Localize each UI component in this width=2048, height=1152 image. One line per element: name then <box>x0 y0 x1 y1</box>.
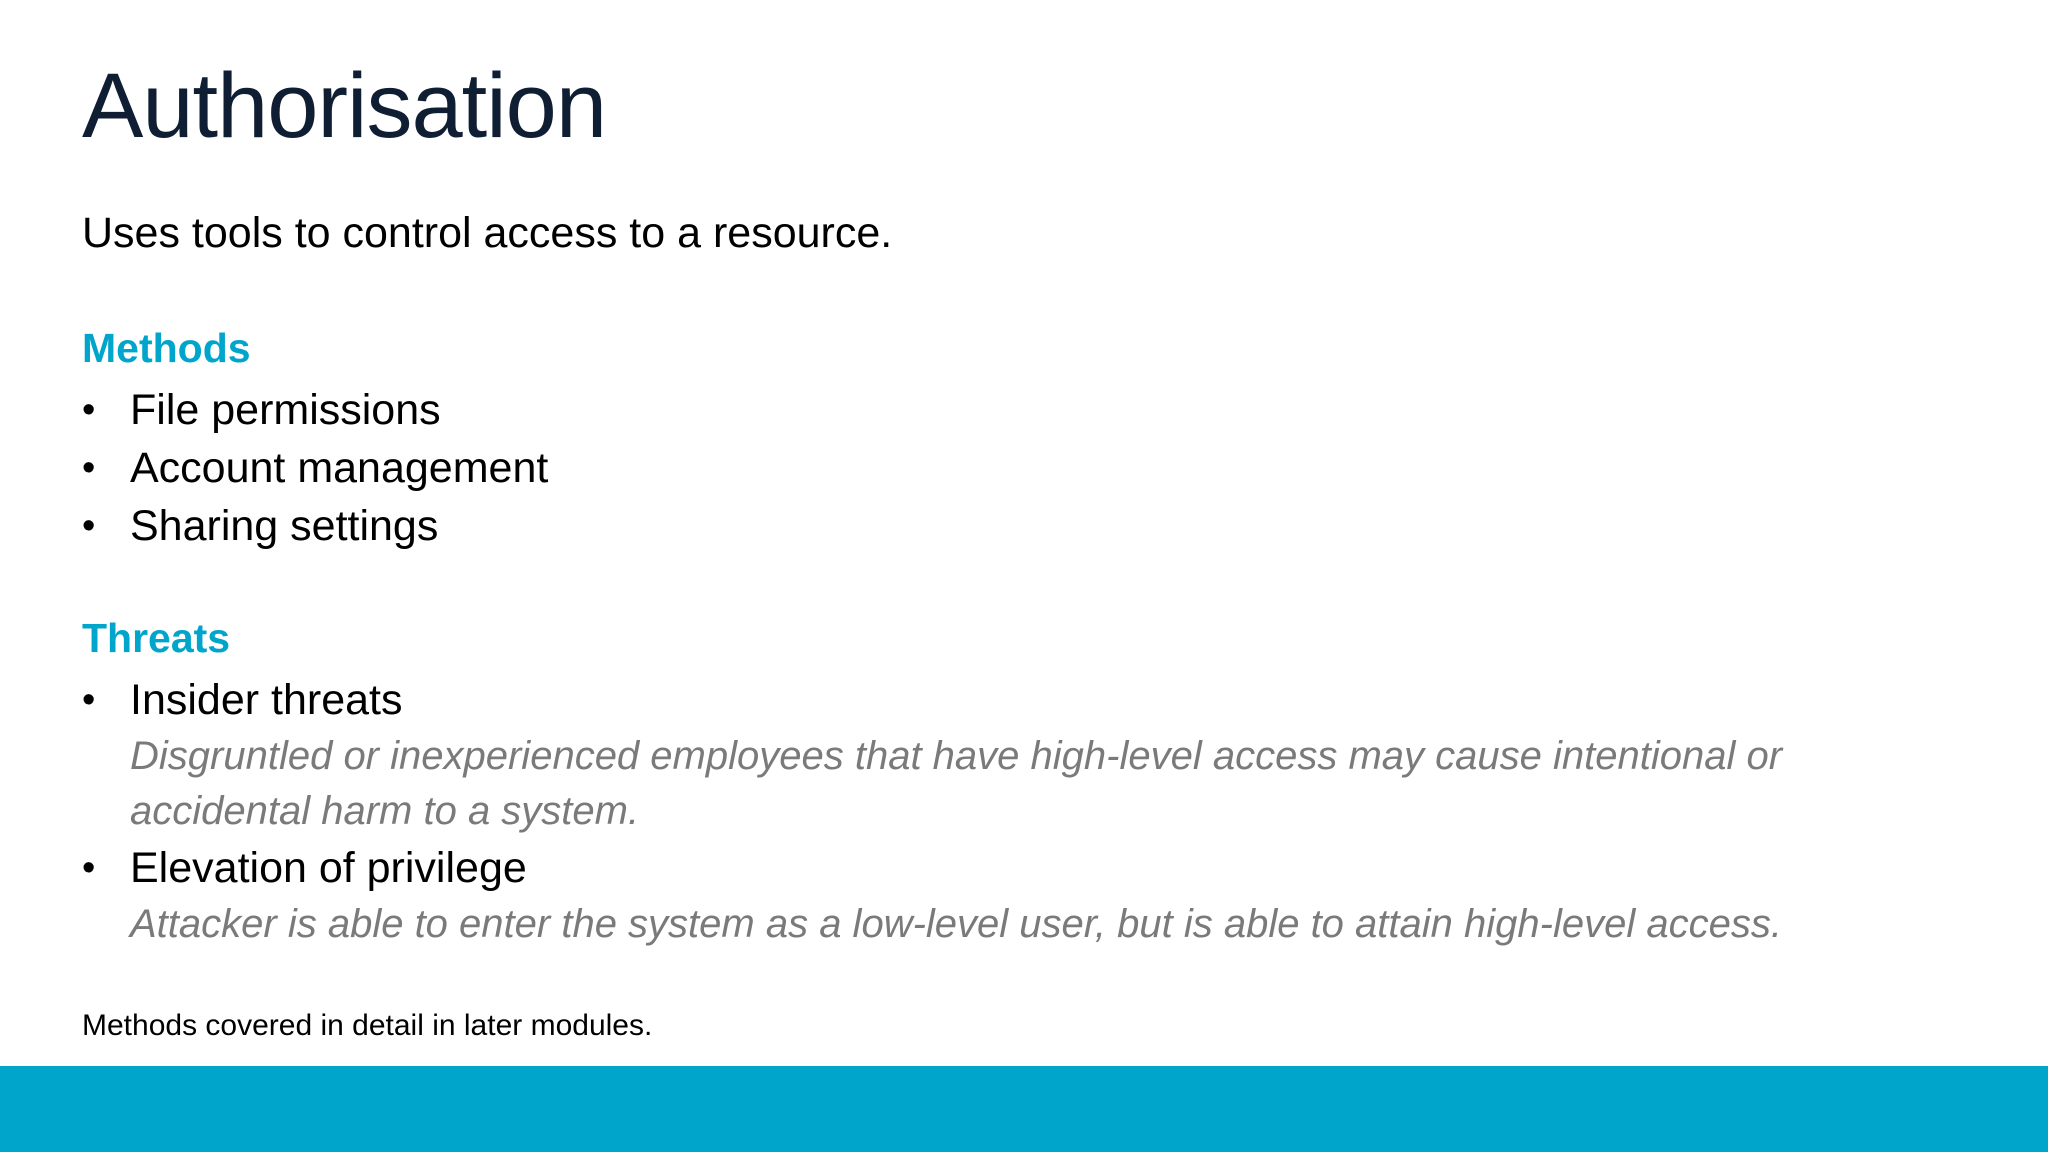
bullet-icon: • <box>82 847 96 889</box>
methods-heading: Methods <box>82 325 251 371</box>
method-item-account-management <box>82 439 1982 497</box>
bullet-icon: • <box>82 679 96 721</box>
threat-description: Attacker is able to enter the system as a low-level user, but is able to attain high-level access. <box>130 902 1782 946</box>
bullet-icon: • <box>82 389 96 431</box>
methods-list <box>82 381 1982 555</box>
method-label: Sharing settings <box>130 502 439 550</box>
footer-band <box>0 1066 2048 1152</box>
threat-item-elevation-of-privilege <box>82 839 1982 952</box>
footnote: Methods covered in detail in later modules. <box>82 1009 653 1042</box>
bullet-icon: • <box>82 505 96 547</box>
threats-heading: Threats <box>82 615 231 661</box>
intro-text: Uses tools to control access to a resource. <box>82 209 893 257</box>
threat-label: Elevation of privilege <box>130 844 527 892</box>
method-item-sharing-settings <box>82 497 1982 555</box>
slide-title: Authorisation <box>82 55 606 157</box>
threats-list <box>82 671 1982 952</box>
method-item-file-permissions <box>82 381 1982 439</box>
threat-label: Insider threats <box>130 676 403 724</box>
threat-item-insider-threats <box>82 671 1982 839</box>
method-label: File permissions <box>130 386 441 434</box>
threat-description: Disgruntled or inexperienced employees that have high-level access may cause intentional or accidental harm to a system. <box>130 734 1783 833</box>
bullet-icon: • <box>82 447 96 489</box>
method-label: Account management <box>130 444 549 492</box>
